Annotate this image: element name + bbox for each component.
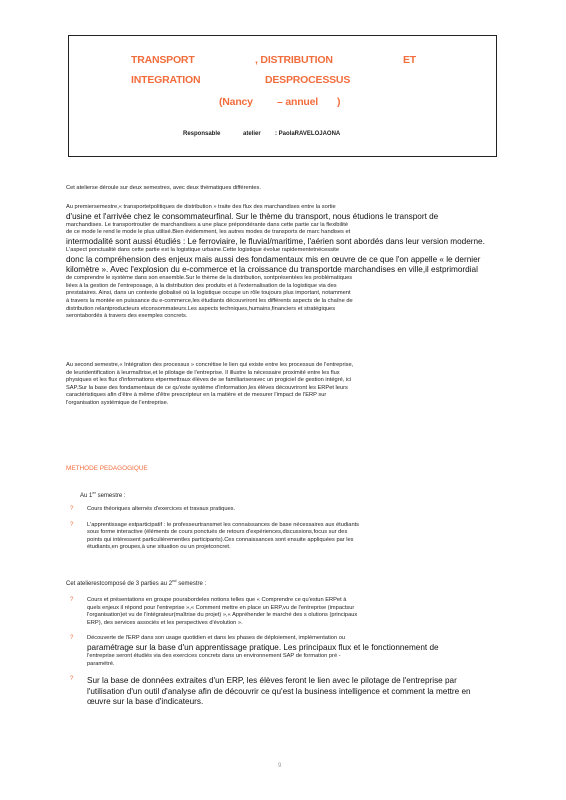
text-line: caractéristiques afin d'être à même d'être prescripteur en la matière et de mesurer l'impact de l'ERP sur [66,392,327,399]
title-word-processus: DESPROCESSUS [265,74,351,86]
title-word-et: ET [403,54,417,66]
title-frequency: – annuel [277,96,318,108]
text-line: liées à la gestion de l'entreposage, à la distribution des produits et à l'externalisation de la logistique via des [66,282,337,289]
bullet-icon: ? [70,521,74,528]
semester1-paragraph [66,204,498,321]
title-word-integration: INTEGRATION [131,74,201,86]
title-location: (Nancy [219,96,253,108]
bullet-icon: ? [70,676,74,683]
text-line: Sur la base de données extraites d'un ERP, les élèves feront le lien avec le pilotage de l'entreprise par [87,676,457,686]
text-line: l'entreprise seront étudiés via des exercices concrets dans un environnement SAP de formation pré - [87,653,341,660]
list-item [66,676,498,707]
text-line: Au second semestre,« Intégration des processus » concrétise le lien qui existe entre les processus de l'entreprise, [66,362,354,368]
text-line: kilomètre ». Avec l'explosion du e-commerce et la croissance du transportde marchandises en ville,il estprimordial [66,264,478,274]
text-line: physiques et les flux d'informations etpermettraux élèves de se familiariseravec un progiciel de gestion intégré, ici [66,377,352,384]
list-item [66,506,498,514]
method-section-title: METHODE PEDAGOGIQUE [66,465,148,472]
text-line: l'organisation systémique de l'entreprise. [66,399,169,406]
bullet-icon: ? [70,635,74,642]
text-line: œuvre sur la base d'indicateurs. [87,696,204,706]
text-line: étudiants,en groupes,à une situation ou un projetconcret. [87,544,231,551]
title-word-transport: TRANSPORT [131,54,195,66]
text-line: L'aspect ponctualité dans cette partie est la logistique urbaine.Cette logistique évolue rapidementetnécessite [66,247,339,254]
list-item [66,635,498,668]
text-line: donc la compréhension des enjeux mais aussi des fondamentaux mis en œuvre de ce que l'on appelle « le dernier [66,254,481,264]
semester1-heading: Au 1er semestre : [80,490,126,499]
text-line: de leuridentification à leurmaîtrise,et le pilotage de l'entreprise. Il illustre la nécessaire proximité entre les flux [66,369,340,376]
list-item [66,597,498,627]
text-line: à travers la montée en puissance du e-commerce,les étudiants découvriront les différents aspects de la chaîne de [66,297,353,304]
text-line: l'organisation)et vu de l'intégrateur(maîtrise du projet) »,« Appréhender le marché des s olutions (principaux [87,612,358,619]
text-line: SAP.Sur la base des fondamentaux de ce qu'este système d'information,les élèves découvriront les ERPet leurs [66,384,348,391]
text-line: points qui intéressent particulièrementles participants).Ces connaissances sont ensuite appliquées par les [87,536,354,543]
text-line: paramétrage sur la base d'un apprentissage pratique. Les principaux flux et le fonctionnement de [87,642,439,652]
semester2-bullets [66,597,498,715]
list-item [66,522,498,552]
text-line: l'utilisation d'un outil d'analyse afin de découvrir ce qu'est la business intelligence et comment la mettre en [87,686,471,696]
page-number: 9 [278,763,282,769]
text-line: intermodalité sont aussi étudiés : Le ferroviaire, le fluvial/maritime, l'aérien sont abordés dans leur version moderne. [66,236,485,246]
bullet-icon: ? [70,597,74,603]
text-line: Cours et présentations en groupe pourabordeles notions telles que « Comprendre ce qu'estun ERPet à [87,597,347,603]
text-line: L'apprentissage estparticipatif : le professeurtransmet les connaissances de base nécessaires aux étudiants [87,521,360,528]
bullet-icon: ? [70,506,74,512]
intro-paragraph [66,185,498,193]
responsible-name: : PaolaRAVELOJAONA [275,131,341,137]
text-line: distribution relantproducteurs etconsommateurs.Les aspects techniques,humains,financiers et stratégiques [66,305,336,312]
semester2-heading: Cet atelierestcomposé de 3 parties au 2nd semestre : [66,578,207,587]
text-line: marchandises. Le transportroutier de marchandises a une place prépondérante dans cette partie car la flexibilité [66,221,349,228]
title-box [68,35,497,157]
text-line: d'usine et l'arrivée chez le consommateurfinal. Sur le thème du transport, nous étudions le transport de [66,211,439,221]
text-line: quels enjeux il répond pour l'entreprise »,« Comment mettre en place un ERP,vu de l'entreprise (impactsur [87,604,355,611]
text-line: prestataires. Ainsi, dans un contexte globalisé où la logistique occupe un rôle toujours plus important, notamment [66,290,351,297]
text-line: sous forme interactive (éléments de cours ponctués de retours d'expériences,discussions,focus sur des [87,529,348,536]
semester1-bullets [66,506,498,560]
text-line: serontabordés à travers des exemples concrets. [66,313,188,320]
text-line: Au premiersemestre,« transportetpolitiques de distribution » traite des flux des marchandises entre la sortie [66,204,336,210]
semester2-paragraph [66,362,498,408]
text-line: de ce mode le rend le mode le plus utilisé.Bien évidemment, les autres modes de transports de marc handises et [66,229,351,236]
workshop-label: atelier [243,131,261,137]
text-line: ERP), des services associés et les perspectives d'évolution ». [87,619,243,626]
text-line: Cours théoriques alternés d'exercices et travaux pratiques. [87,506,236,512]
text-line: Cet atelierse déroule sur deux semestres, avec deux thématiques différentes. [66,185,261,191]
text-line: Découverte de l'ERP dans son usage quotidien et dans les phases de déploiement, implémentation ou [87,635,346,642]
title-close-paren: ) [337,96,341,108]
title-word-distribution: , DISTRIBUTION [255,54,333,66]
text-line: de comprendre le système dans son ensemble.Sur le thème de la distribution, sontprésentées les problématiques [66,275,353,282]
text-line: paramétré. [87,660,115,667]
responsible-label: Responsable [183,131,221,137]
